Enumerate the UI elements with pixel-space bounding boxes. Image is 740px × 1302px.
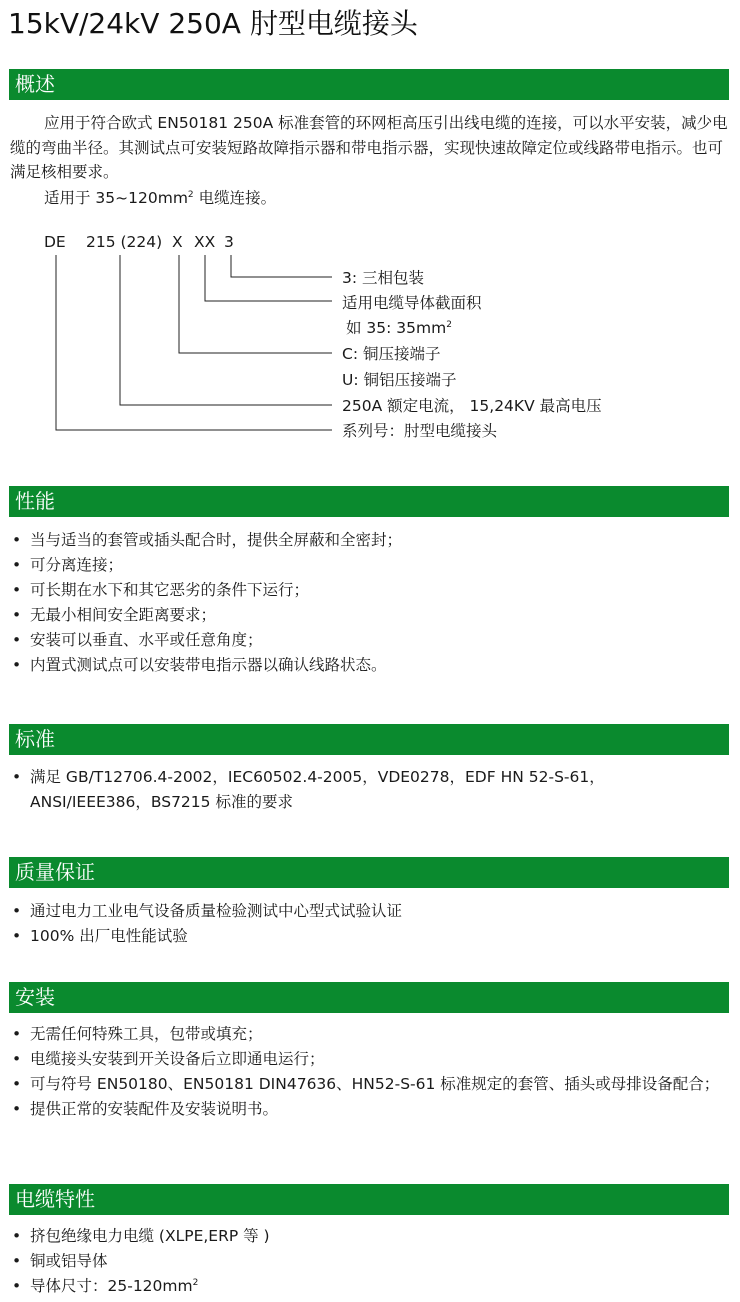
legend-rating: 250A 额定电流， 15,24KV 最高电压 <box>342 397 602 415</box>
list-item: • 内置式测试点可以安装带电指示器以确认线路状态。 <box>10 653 730 678</box>
list-item: • 可与符号 EN50180、EN50181 DIN47636、HN52-S-61 标准规定的套管、插头或母排设备配合； <box>10 1072 722 1097</box>
legend-copper-aluminium: U: 铜铝压接端子 <box>342 371 457 389</box>
conductor-size-text: 导体尺寸：25-120mm <box>30 1277 193 1295</box>
applicable-sup: 2 <box>187 190 194 200</box>
list-item: • 满足 GB/T12706.4-2002，IEC60502.4-2005，VDE0278，EDF HN 52-S-61，ANSI/IEEE386，BS7215 标准的要求 <box>10 765 622 815</box>
legend-series: 系列号：肘型电缆接头 <box>342 422 498 440</box>
section-heading-cable: 电缆特性 <box>9 1184 729 1215</box>
list-item: • 可长期在水下和其它恶劣的条件下运行； <box>10 578 730 603</box>
list-item: • 无最小相间安全距离要求； <box>10 603 730 628</box>
performance-list <box>10 528 730 678</box>
section-heading-overview: 概述 <box>9 69 729 100</box>
list-item: • 铜或铝导体 <box>10 1249 730 1274</box>
quality-list <box>10 899 730 949</box>
code-part-rating: 215 (224) <box>86 233 163 251</box>
legend-package: 3: 三相包装 <box>342 269 425 287</box>
legend-section-example <box>346 318 452 338</box>
list-item: • 电缆接头安装到开关设备后立即通电运行； <box>10 1047 722 1072</box>
conductor-size-sup: 2 <box>192 1278 199 1288</box>
legend-section-title: 适用电缆导体截面积 <box>342 294 482 312</box>
installation-list <box>10 1022 722 1122</box>
list-item <box>10 1274 730 1299</box>
code-part-package: 3 <box>224 233 234 251</box>
section-heading-quality: 质量保证 <box>9 857 729 888</box>
list-item: • 可分离连接； <box>10 553 730 578</box>
overview-paragraph: 应用于符合欧式 EN50181 250A 标准套管的环网柜高压引出线电缆的连接，可以水平安装，减少电缆的弯曲半径。其测试点可安装短路故障指示器和带电指示器，实现快速故障定位或线路带电指示。也可满足核相要求。 <box>10 114 728 181</box>
list-item: • 当与适当的套管或插头配合时，提供全屏蔽和全密封； <box>10 528 730 553</box>
list-item: • 通过电力工业电气设备质量检验测试中心型式试验认证 <box>10 899 730 924</box>
code-part-section: XX <box>194 233 216 251</box>
legend-copper: C: 铜压接端子 <box>342 345 441 363</box>
cable-list <box>10 1224 730 1299</box>
connector-terminal <box>179 255 332 353</box>
applicable-suffix: 电缆连接。 <box>193 189 277 207</box>
list-item: • 挤包绝缘电力电缆 (XLPE,ERP 等 ) <box>10 1224 730 1249</box>
code-connector-lines <box>0 0 740 460</box>
list-item: • 提供正常的安装配件及安装说明书。 <box>10 1097 722 1122</box>
section-heading-performance: 性能 <box>9 486 729 517</box>
connector-series <box>56 255 332 430</box>
list-item: • 100% 出厂电性能试验 <box>10 924 730 949</box>
section-heading-installation: 安装 <box>9 982 729 1013</box>
standards-list <box>10 765 622 815</box>
applicable-prefix: 适用于 35~120mm <box>44 189 188 207</box>
code-part-series: DE <box>44 233 66 251</box>
code-part-terminal: X <box>172 233 183 251</box>
page-title: 15kV/24kV 250A 肘型电缆接头 <box>8 7 418 40</box>
section-heading-standards: 标准 <box>9 724 729 755</box>
connector-package <box>231 255 332 277</box>
legend-example-text: 如 35: 35mm <box>346 319 447 337</box>
list-item: • 安装可以垂直、水平或任意角度； <box>10 628 730 653</box>
connector-section <box>205 255 332 301</box>
list-item: • 无需任何特殊工具，包带或填充； <box>10 1022 722 1047</box>
legend-example-sup: 2 <box>446 320 452 330</box>
